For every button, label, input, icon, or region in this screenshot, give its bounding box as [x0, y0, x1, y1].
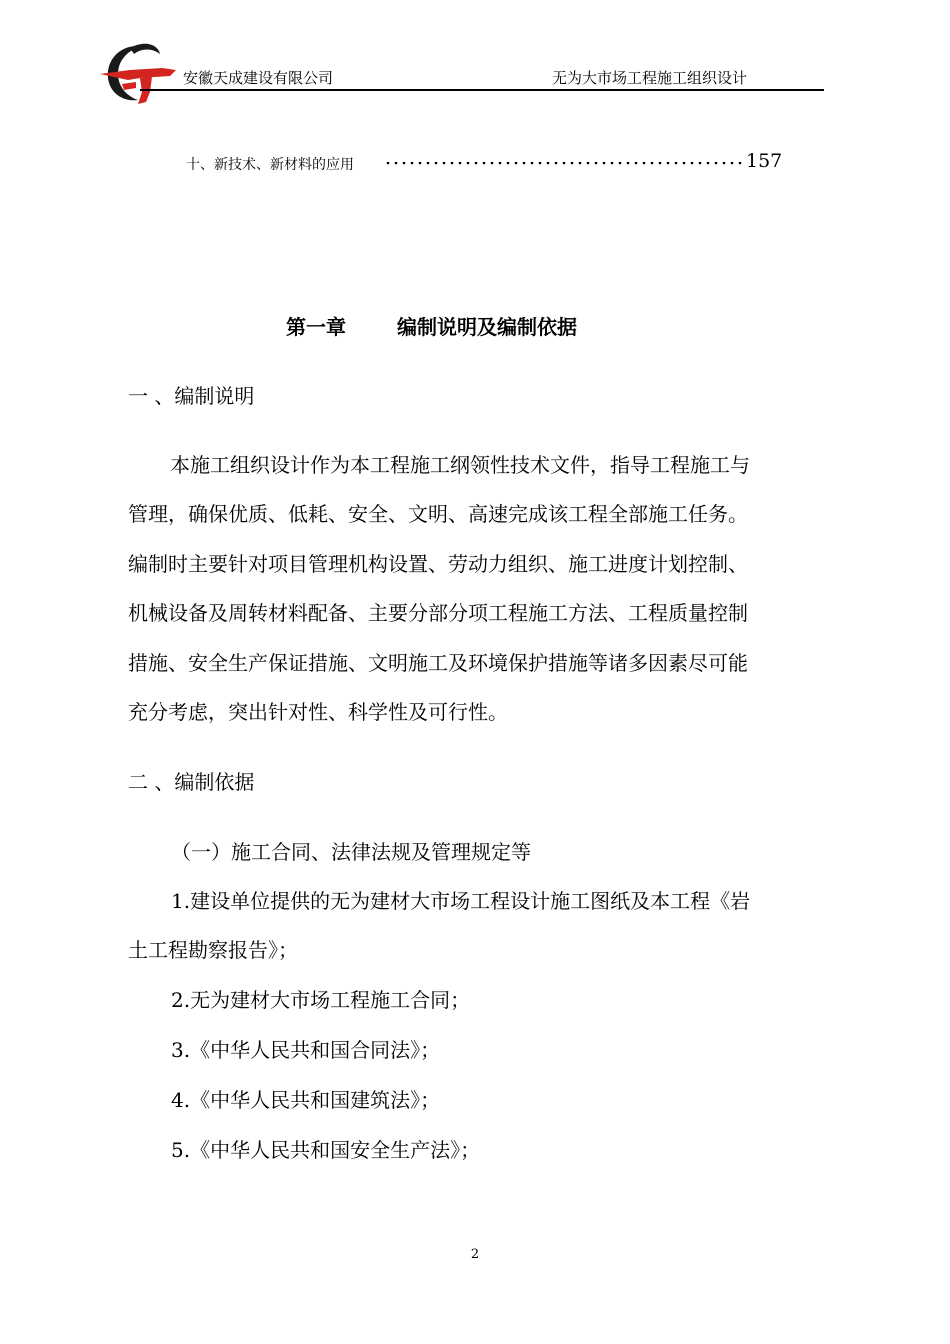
paragraph-line: 充分考虑，突出针对性、科学性及可行性。	[128, 700, 508, 725]
list-item: 2.无为建材大市场工程施工合同；	[171, 988, 471, 1012]
paragraph-line: 措施、安全生产保证措施、文明施工及环境保护措施等诸多因素尽可能	[128, 650, 748, 675]
header-divider	[140, 89, 824, 91]
list-item-continuation: 土工程勘察报告》；	[128, 938, 298, 962]
paragraph-line: 管理，确保优质、低耗、安全、文明、高速完成该工程全部施工任务。	[128, 502, 748, 527]
list-item: 3.《中华人民共和国合同法》；	[171, 1038, 441, 1062]
header-company-name: 安徽天成建设有限公司	[183, 69, 334, 87]
list-item: 4.《中华人民共和国建筑法》；	[171, 1088, 441, 1112]
toc-dot-leader	[386, 160, 928, 166]
section-heading-2: 二 、编制依据	[128, 770, 255, 794]
toc-entry[interactable]	[186, 150, 786, 174]
chapter-title: 编制说明及编制依据	[397, 315, 577, 339]
paragraph-line: 编制时主要针对项目管理机构设置、劳动力组织、施工进度计划控制、	[128, 551, 748, 576]
paragraph-line: 机械设备及周转材料配备、主要分部分项工程施工方法、工程质量控制	[128, 601, 748, 626]
chapter-number: 第一章	[286, 315, 346, 339]
header-project-title: 无为大市场工程施工组织设计	[552, 69, 748, 87]
list-item: 5.《中华人民共和国安全生产法》；	[171, 1138, 481, 1162]
paragraph-line: 本施工组织设计作为本工程施工纲领性技术文件，指导工程施工与	[170, 453, 750, 477]
section-1-paragraph	[128, 441, 828, 737]
list-item: 1.建设单位提供的无为建材大市场工程设计施工图纸及本工程《岩	[171, 889, 751, 913]
toc-entry-page: 157	[746, 150, 783, 172]
company-logo	[100, 40, 180, 108]
subsection-heading: （一）施工合同、法律法规及管理规定等	[171, 840, 531, 864]
section-heading-1: 一 、编制说明	[128, 384, 255, 408]
page-number: 2	[470, 1247, 480, 1262]
toc-entry-label: 十、新技术、新材料的应用	[186, 157, 354, 173]
